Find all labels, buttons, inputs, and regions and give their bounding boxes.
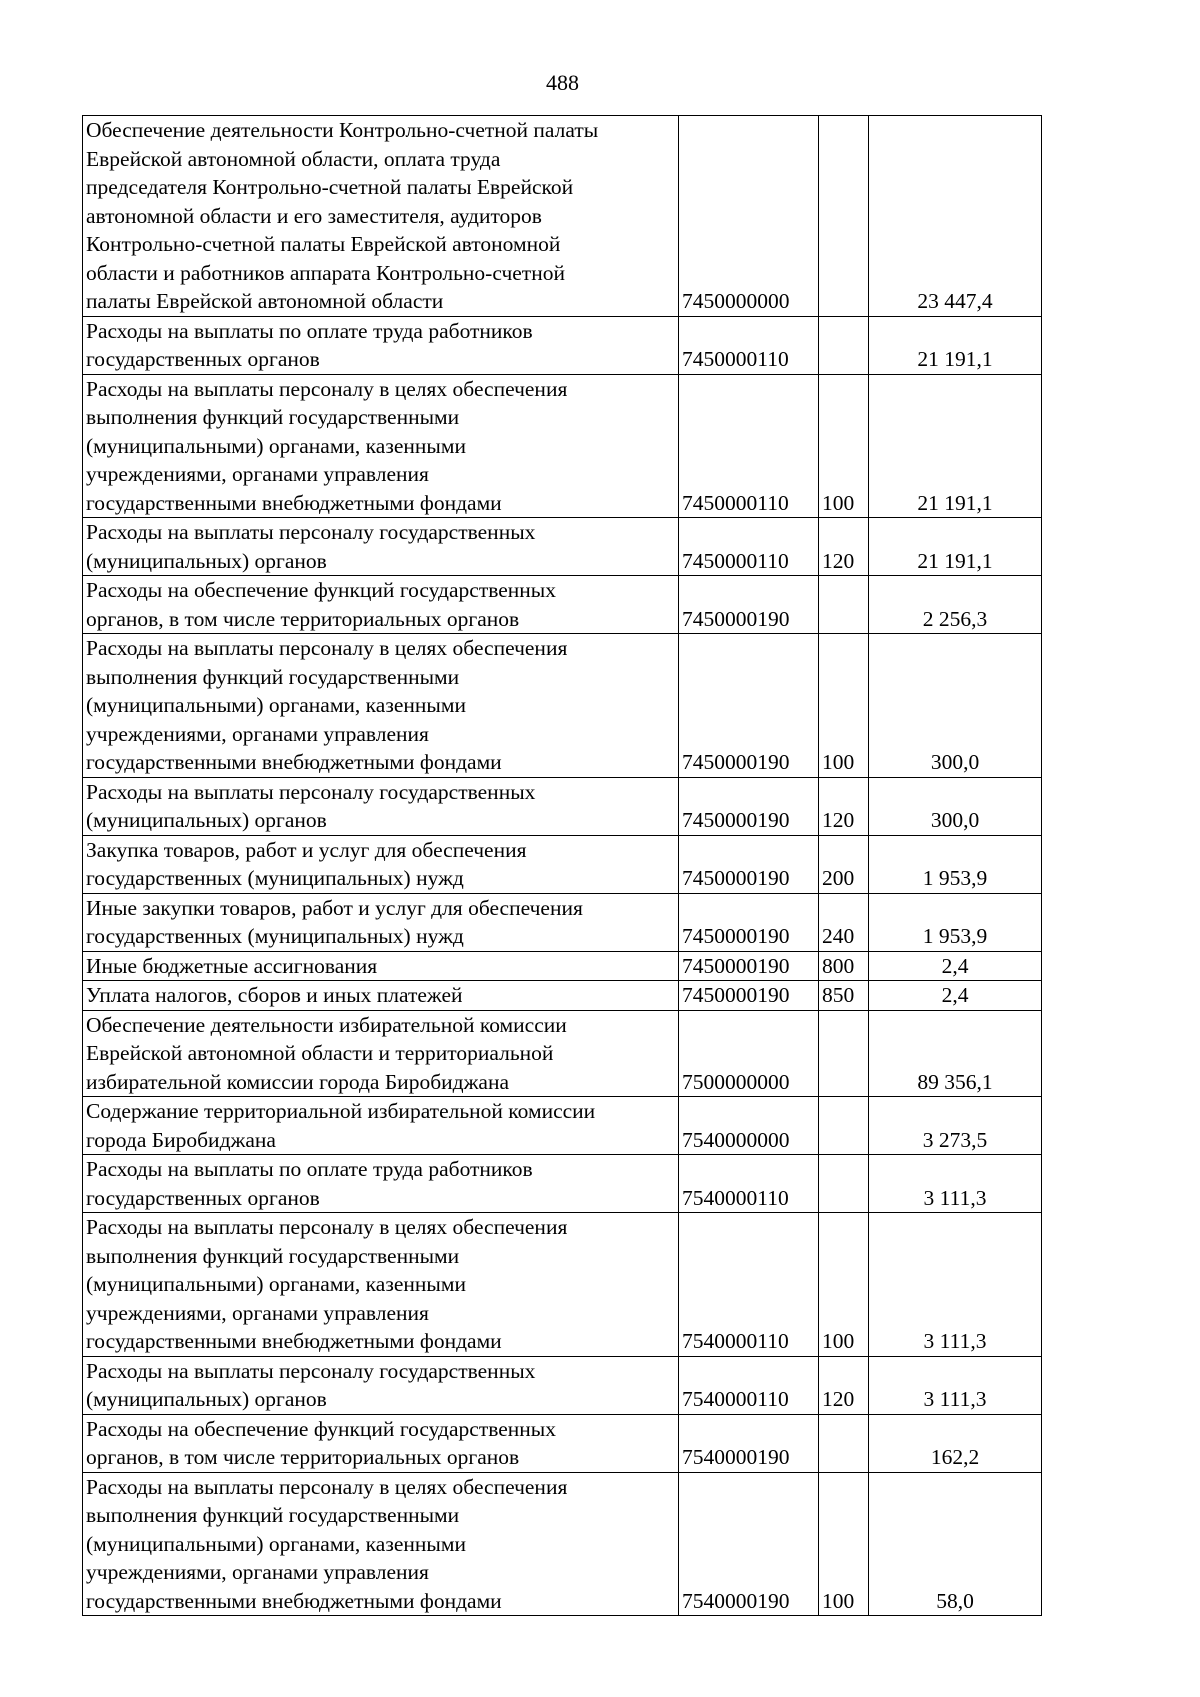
row-type-cell: 120 bbox=[819, 1356, 869, 1414]
row-sum-cell: 3 111,3 bbox=[869, 1356, 1042, 1414]
row-type-cell: 120 bbox=[819, 777, 869, 835]
row-code-cell: 7500000000 bbox=[679, 1010, 819, 1097]
row-sum-cell: 21 191,1 bbox=[869, 316, 1042, 374]
row-name-cell: Уплата налогов, сборов и иных платежей bbox=[83, 981, 679, 1011]
table-row bbox=[83, 1356, 1042, 1414]
row-name-cell: Расходы на выплаты персоналу в целях обеспечения выполнения функций государственными (муниципальными) органами, казенными учреждениями, органами управления государственными внебюджетными фондами bbox=[83, 1472, 679, 1616]
row-sum-cell: 162,2 bbox=[869, 1414, 1042, 1472]
row-code-cell: 7540000190 bbox=[679, 1472, 819, 1616]
table-row bbox=[83, 835, 1042, 893]
row-type-cell bbox=[819, 1414, 869, 1472]
row-sum-cell: 1 953,9 bbox=[869, 835, 1042, 893]
row-type-cell: 800 bbox=[819, 951, 869, 981]
table-row bbox=[83, 951, 1042, 981]
row-sum-cell: 58,0 bbox=[869, 1472, 1042, 1616]
row-sum-cell: 2 256,3 bbox=[869, 576, 1042, 634]
row-type-cell: 120 bbox=[819, 518, 869, 576]
row-name-cell: Расходы на выплаты персоналу в целях обеспечения выполнения функций государственными (муниципальными) органами, казенными учреждениями, органами управления государственными внебюджетными фондами bbox=[83, 1213, 679, 1357]
table-row bbox=[83, 576, 1042, 634]
row-type-cell: 240 bbox=[819, 893, 869, 951]
row-type-cell: 100 bbox=[819, 1213, 869, 1357]
row-code-cell: 7450000110 bbox=[679, 316, 819, 374]
row-code-cell: 7450000190 bbox=[679, 951, 819, 981]
row-code-cell: 7450000190 bbox=[679, 777, 819, 835]
row-code-cell: 7540000190 bbox=[679, 1414, 819, 1472]
row-type-cell: 200 bbox=[819, 835, 869, 893]
row-sum-cell: 1 953,9 bbox=[869, 893, 1042, 951]
row-code-cell: 7450000190 bbox=[679, 981, 819, 1011]
row-type-cell: 100 bbox=[819, 374, 869, 518]
row-sum-cell: 2,4 bbox=[869, 951, 1042, 981]
row-code-cell: 7450000190 bbox=[679, 893, 819, 951]
page-number: 488 bbox=[546, 70, 579, 95]
table-row bbox=[83, 981, 1042, 1011]
row-name-cell: Обеспечение деятельности Контрольно-счетной палаты Еврейской автономной области, оплата труда председателя Контрольно-счетной палаты Еврейской автономной области и его заместителя, аудиторов Контрольно-счетной палаты Еврейской автономной области и работников аппарата Контрольно-счетной палаты Еврейской автономной области bbox=[83, 116, 679, 317]
table-row bbox=[83, 1213, 1042, 1357]
table-row bbox=[83, 1010, 1042, 1097]
row-name-cell: Расходы на выплаты персоналу государственных (муниципальных) органов bbox=[83, 777, 679, 835]
row-name-cell: Расходы на выплаты персоналу в целях обеспечения выполнения функций государственными (муниципальными) органами, казенными учреждениями, органами управления государственными внебюджетными фондами bbox=[83, 634, 679, 778]
table-row bbox=[83, 1155, 1042, 1213]
row-name-cell: Обеспечение деятельности избирательной комиссии Еврейской автономной области и территориальной избирательной комиссии города Биробиджана bbox=[83, 1010, 679, 1097]
row-code-cell: 7450000190 bbox=[679, 634, 819, 778]
table-row bbox=[83, 374, 1042, 518]
row-sum-cell: 89 356,1 bbox=[869, 1010, 1042, 1097]
row-type-cell bbox=[819, 316, 869, 374]
table-row bbox=[83, 634, 1042, 778]
row-code-cell: 7540000000 bbox=[679, 1097, 819, 1155]
row-code-cell: 7450000110 bbox=[679, 374, 819, 518]
table-row bbox=[83, 1472, 1042, 1616]
table-row bbox=[83, 116, 1042, 317]
row-name-cell: Закупка товаров, работ и услуг для обеспечения государственных (муниципальных) нужд bbox=[83, 835, 679, 893]
budget-table bbox=[82, 115, 1042, 1616]
row-code-cell: 7540000110 bbox=[679, 1213, 819, 1357]
row-type-cell bbox=[819, 576, 869, 634]
row-name-cell: Расходы на выплаты по оплате труда работников государственных органов bbox=[83, 316, 679, 374]
row-type-cell bbox=[819, 1097, 869, 1155]
row-sum-cell: 23 447,4 bbox=[869, 116, 1042, 317]
row-name-cell: Содержание территориальной избирательной комиссии города Биробиджана bbox=[83, 1097, 679, 1155]
row-sum-cell: 3 111,3 bbox=[869, 1155, 1042, 1213]
row-name-cell: Иные бюджетные ассигнования bbox=[83, 951, 679, 981]
row-code-cell: 7450000110 bbox=[679, 518, 819, 576]
row-type-cell bbox=[819, 1155, 869, 1213]
row-sum-cell: 21 191,1 bbox=[869, 518, 1042, 576]
budget-table-body bbox=[83, 116, 1042, 1616]
row-name-cell: Иные закупки товаров, работ и услуг для обеспечения государственных (муниципальных) нужд bbox=[83, 893, 679, 951]
row-sum-cell: 300,0 bbox=[869, 634, 1042, 778]
row-type-cell: 850 bbox=[819, 981, 869, 1011]
row-code-cell: 7450000000 bbox=[679, 116, 819, 317]
row-sum-cell: 2,4 bbox=[869, 981, 1042, 1011]
table-row bbox=[83, 893, 1042, 951]
row-code-cell: 7450000190 bbox=[679, 576, 819, 634]
row-code-cell: 7540000110 bbox=[679, 1356, 819, 1414]
row-sum-cell: 300,0 bbox=[869, 777, 1042, 835]
table-row bbox=[83, 316, 1042, 374]
row-sum-cell: 3 111,3 bbox=[869, 1213, 1042, 1357]
row-code-cell: 7540000110 bbox=[679, 1155, 819, 1213]
row-name-cell: Расходы на выплаты по оплате труда работников государственных органов bbox=[83, 1155, 679, 1213]
table-row bbox=[83, 1097, 1042, 1155]
table-row bbox=[83, 777, 1042, 835]
row-name-cell: Расходы на выплаты персоналу государственных (муниципальных) органов bbox=[83, 518, 679, 576]
row-name-cell: Расходы на выплаты персоналу в целях обеспечения выполнения функций государственными (муниципальными) органами, казенными учреждениями, органами управления государственными внебюджетными фондами bbox=[83, 374, 679, 518]
row-code-cell: 7450000190 bbox=[679, 835, 819, 893]
table-row bbox=[83, 518, 1042, 576]
row-sum-cell: 21 191,1 bbox=[869, 374, 1042, 518]
row-name-cell: Расходы на выплаты персоналу государственных (муниципальных) органов bbox=[83, 1356, 679, 1414]
row-type-cell bbox=[819, 116, 869, 317]
row-type-cell bbox=[819, 1010, 869, 1097]
row-name-cell: Расходы на обеспечение функций государственных органов, в том числе территориальных органов bbox=[83, 576, 679, 634]
row-type-cell: 100 bbox=[819, 634, 869, 778]
table-row bbox=[83, 1414, 1042, 1472]
row-type-cell: 100 bbox=[819, 1472, 869, 1616]
row-sum-cell: 3 273,5 bbox=[869, 1097, 1042, 1155]
row-name-cell: Расходы на обеспечение функций государственных органов, в том числе территориальных органов bbox=[83, 1414, 679, 1472]
